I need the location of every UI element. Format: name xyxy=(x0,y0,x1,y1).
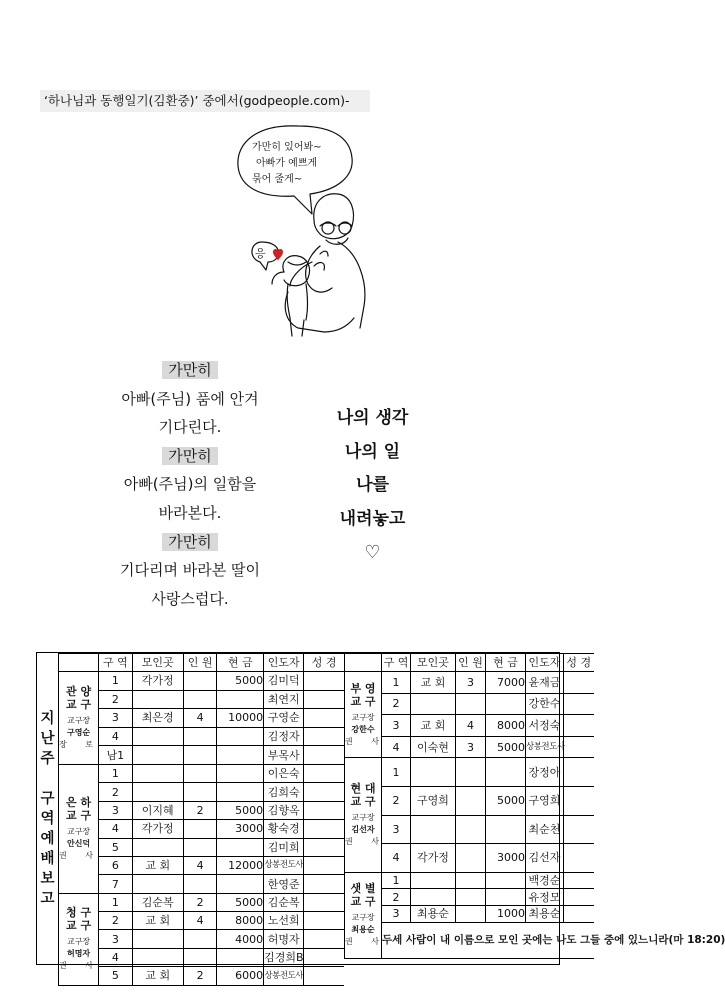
table-cell: 4 xyxy=(99,820,132,838)
thought-line: 나의 생각 xyxy=(336,408,409,428)
table-cell: 5 xyxy=(99,967,132,985)
table-cell: 구영희 xyxy=(411,786,456,815)
table-cell: 3000 xyxy=(217,820,264,838)
table-row xyxy=(59,783,345,801)
district-leader: 안신덕 xyxy=(66,838,91,848)
district-leader: 최용순 xyxy=(351,925,375,935)
district-title: 권 사 xyxy=(345,837,387,847)
table-cell xyxy=(217,948,264,966)
heart-icon: ♡ xyxy=(364,542,381,563)
table-cell: 허명자 xyxy=(264,930,304,948)
table-cell: 이숙현 xyxy=(411,736,456,758)
table-cell xyxy=(486,693,526,715)
district-label xyxy=(345,672,387,758)
table-cell xyxy=(304,801,344,819)
table-cell: 6000 xyxy=(217,967,264,985)
table-cell: 각가정 xyxy=(411,844,456,873)
table-row xyxy=(59,746,345,765)
table-cell xyxy=(411,889,456,906)
table-cell xyxy=(564,693,594,715)
table-cell xyxy=(456,844,486,873)
father-body xyxy=(306,242,365,328)
table-row xyxy=(59,709,345,728)
district-role: 교구장 xyxy=(351,712,375,722)
table-cell: 2 xyxy=(183,893,216,911)
table-cell xyxy=(304,764,344,782)
poem-line xyxy=(90,385,290,414)
district-name: 교 구 xyxy=(66,808,92,822)
table-cell xyxy=(411,693,456,715)
table-cell xyxy=(564,889,594,906)
table-cell: 2 xyxy=(183,801,216,819)
column-header: 인 원 xyxy=(183,654,216,672)
table-cell: 8000 xyxy=(486,715,526,737)
table-cell xyxy=(183,783,216,801)
table-cell: 4 xyxy=(99,948,132,966)
table-cell: 1 xyxy=(382,758,411,787)
table-cell xyxy=(217,727,264,746)
poem xyxy=(90,356,290,613)
table-cell xyxy=(304,690,344,709)
table-cell: 6 xyxy=(99,856,132,874)
column-header: 구 역 xyxy=(382,654,411,672)
header-row xyxy=(345,654,594,672)
table-cell xyxy=(486,872,526,889)
table-cell: 강한수 xyxy=(526,693,564,715)
bible-verse: 두세 사람이 내 이름으로 모인 곳에는 나도 그들 중에 있느니라(마 18:20) xyxy=(382,922,594,958)
table-cell xyxy=(304,875,344,893)
column-header: 현 금 xyxy=(486,654,526,672)
table-cell xyxy=(183,727,216,746)
district-leader: 구영순 xyxy=(66,727,91,737)
poem-line xyxy=(90,499,290,528)
table-cell: 교 회 xyxy=(411,715,456,737)
district-role: 교구장 xyxy=(351,813,375,823)
table-cell xyxy=(564,815,594,844)
table-cell: 5000 xyxy=(486,786,526,815)
table-cell: 4 xyxy=(183,709,216,728)
table-cell: 4 xyxy=(382,844,411,873)
district-label xyxy=(345,872,387,958)
column-header: 성 경 xyxy=(304,654,344,672)
table-cell xyxy=(304,912,344,930)
table-cell xyxy=(564,786,594,815)
district-title: 권 사 xyxy=(59,850,101,860)
column-header: 인도자 xyxy=(526,654,564,672)
table-cell: 2 xyxy=(382,693,411,715)
report-title-vertical xyxy=(37,653,59,964)
district-name: 교 구 xyxy=(66,919,92,933)
poem-line-text: 기다리며 바라본 딸이 xyxy=(120,561,260,580)
district-name: 교 구 xyxy=(66,697,92,711)
verse-row xyxy=(345,922,594,958)
column-header: 모인곳 xyxy=(132,654,183,672)
table-cell xyxy=(132,764,183,782)
table-row xyxy=(345,693,594,715)
table-cell xyxy=(304,856,344,874)
table-cell xyxy=(304,783,344,801)
table-cell xyxy=(132,746,183,765)
table-cell: 1 xyxy=(382,672,411,694)
table-cell xyxy=(132,948,183,966)
table-cell xyxy=(217,690,264,709)
table-cell: 2 xyxy=(382,786,411,815)
table-cell: 7 xyxy=(99,875,132,893)
table-row xyxy=(59,838,345,856)
table-cell xyxy=(132,838,183,856)
district-role: 교구장 xyxy=(66,715,91,725)
district-leader: 김선자 xyxy=(351,825,375,835)
poem-line xyxy=(90,470,290,499)
table-cell: 각가정 xyxy=(132,820,183,838)
report-title-char: 역 xyxy=(40,810,55,827)
poem-line-text: 아빠(주님) 품에 안겨 xyxy=(121,389,259,408)
table-row xyxy=(59,764,345,782)
poem-line-text: 기다린다. xyxy=(158,418,222,437)
table-cell: 최용순 xyxy=(411,905,456,922)
table-cell: 최은경 xyxy=(132,709,183,728)
table-row xyxy=(345,889,594,906)
table-cell: 백경순 xyxy=(526,872,564,889)
table-cell: 구영순 xyxy=(264,709,304,728)
table-cell: 5000 xyxy=(217,893,264,911)
report-title-char: 고 xyxy=(40,890,55,907)
report-title-char: 지 xyxy=(40,710,55,727)
table-row xyxy=(345,672,594,694)
report-title-char: 보 xyxy=(40,870,55,887)
table-cell xyxy=(564,715,594,737)
poem-line-text: 가만히 xyxy=(162,361,217,379)
table-cell xyxy=(304,948,344,966)
header-blank xyxy=(345,654,382,672)
district-label xyxy=(59,672,99,765)
table-cell xyxy=(304,746,344,765)
child-bubble-text: 응 xyxy=(255,247,266,260)
table-row xyxy=(345,872,594,889)
district-role: 교구장 xyxy=(66,937,91,947)
column-header: 구 역 xyxy=(99,654,132,672)
table-cell xyxy=(132,930,183,948)
district-name: 은 하 xyxy=(66,795,92,809)
district-title: 권 사 xyxy=(59,961,101,971)
table-row xyxy=(59,912,345,930)
table-cell: 3 xyxy=(456,736,486,758)
table-row xyxy=(59,820,345,838)
table-cell xyxy=(304,820,344,838)
district-leader: 허명자 xyxy=(66,949,91,959)
table-cell: 2 xyxy=(99,690,132,709)
report-title-char: 예 xyxy=(40,830,55,847)
report-title-char: 배 xyxy=(40,850,55,867)
table-cell: 부목사 xyxy=(264,746,304,765)
table-cell xyxy=(132,875,183,893)
table-cell: 한영준 xyxy=(264,875,304,893)
table-cell xyxy=(304,672,344,691)
table-row xyxy=(345,844,594,873)
poem-highlight-line xyxy=(90,442,290,471)
table-row xyxy=(59,948,345,966)
report-title-char: 구 xyxy=(40,790,55,807)
table-cell xyxy=(564,736,594,758)
district-name: 교 구 xyxy=(350,895,376,909)
table-cell: 김미희 xyxy=(264,838,304,856)
district-label xyxy=(59,764,99,893)
table-cell xyxy=(456,815,486,844)
table-cell xyxy=(217,783,264,801)
table-cell: 교 회 xyxy=(132,912,183,930)
table-cell xyxy=(411,758,456,787)
bubble-line-3: 묶어 줄게~ xyxy=(252,174,303,185)
table-cell: 김순복 xyxy=(132,893,183,911)
table-row xyxy=(59,930,345,948)
table-cell: 상봉전도사 xyxy=(264,856,304,874)
table-cell: 윤재금 xyxy=(526,672,564,694)
table-cell: 최연지 xyxy=(264,690,304,709)
table-row xyxy=(59,727,345,746)
table-cell: 5000 xyxy=(217,672,264,691)
district-name: 현 대 xyxy=(350,782,376,796)
table-cell xyxy=(564,905,594,922)
table-cell xyxy=(217,875,264,893)
table-cell xyxy=(564,872,594,889)
table-cell xyxy=(304,727,344,746)
district-name: 교 구 xyxy=(350,694,376,708)
district-name: 샛 별 xyxy=(350,882,376,896)
table-cell xyxy=(411,872,456,889)
poem-highlight-line xyxy=(90,356,290,385)
table-row xyxy=(345,786,594,815)
poem-highlight-line xyxy=(90,528,290,557)
table-cell: 최순천 xyxy=(526,815,564,844)
weekly-cell-worship-report xyxy=(36,652,725,983)
poem-line-text: 가만히 xyxy=(162,447,217,465)
table-cell xyxy=(183,746,216,765)
district-title: 권 사 xyxy=(345,736,387,746)
table-cell: 유정모 xyxy=(526,889,564,906)
report-title-char: 난 xyxy=(40,730,55,747)
poem-line-text: 가만히 xyxy=(162,533,217,551)
table-cell: 7000 xyxy=(486,672,526,694)
header-row xyxy=(59,654,345,672)
table-row xyxy=(59,801,345,819)
table-cell: 교 회 xyxy=(132,967,183,985)
thought-line: 나를 xyxy=(356,475,389,495)
table-cell: 김순복 xyxy=(264,893,304,911)
table-cell: 노선희 xyxy=(264,912,304,930)
table-cell: 최용순 xyxy=(526,905,564,922)
table-cell: 8000 xyxy=(217,912,264,930)
table-cell xyxy=(304,930,344,948)
column-header: 인 원 xyxy=(456,654,486,672)
table-cell: 각가정 xyxy=(132,672,183,691)
district-name: 청 구 xyxy=(66,906,92,920)
table-cell xyxy=(183,875,216,893)
table-cell: 4 xyxy=(183,912,216,930)
table-cell: 3 xyxy=(99,801,132,819)
table-row xyxy=(59,893,345,911)
speech-bubble xyxy=(238,126,352,214)
table-cell: 황숙경 xyxy=(264,820,304,838)
poem-line-text: 사랑스럽다. xyxy=(151,589,229,608)
table-cell xyxy=(132,690,183,709)
table-cell: 3 xyxy=(382,715,411,737)
table-cell: 4 xyxy=(183,856,216,874)
right-schedule-table xyxy=(344,653,725,959)
table-cell: 김미덕 xyxy=(264,672,304,691)
table-cell: 5000 xyxy=(486,736,526,758)
header-blank xyxy=(59,654,99,672)
table-cell xyxy=(183,764,216,782)
bubble-line-1: 가만히 있어봐~ xyxy=(252,142,322,153)
table-cell xyxy=(486,815,526,844)
table-cell xyxy=(564,672,594,694)
table-cell: 5 xyxy=(99,838,132,856)
table-row xyxy=(59,690,345,709)
report-title-char: 주 xyxy=(40,750,55,767)
district-name: 부 영 xyxy=(350,681,376,695)
column-header: 인도자 xyxy=(264,654,304,672)
table-cell: 김선자 xyxy=(526,844,564,873)
table-cell xyxy=(217,746,264,765)
source-caption: ‘하나님과 동행일기(김환중)’ 중에서(godpeople.com)- xyxy=(40,90,370,112)
table-cell xyxy=(217,764,264,782)
table-row xyxy=(59,856,345,874)
table-cell: 5000 xyxy=(217,801,264,819)
table-cell xyxy=(486,889,526,906)
father-daughter-illustration xyxy=(228,122,368,340)
table-cell xyxy=(183,690,216,709)
table-cell xyxy=(132,727,183,746)
district-name: 관 양 xyxy=(66,684,92,698)
poem-line xyxy=(90,413,290,442)
poem-line-text: 바라본다. xyxy=(158,503,222,522)
table-cell: 4 xyxy=(99,727,132,746)
table-row xyxy=(59,875,345,893)
district-leader: 강한수 xyxy=(351,724,375,734)
father-head xyxy=(314,194,354,239)
table-cell: 교 회 xyxy=(411,672,456,694)
table-cell xyxy=(183,948,216,966)
table-cell xyxy=(183,838,216,856)
table-cell: 김향옥 xyxy=(264,801,304,819)
table-cell: 상봉전도사 xyxy=(526,736,564,758)
table-cell: 2 xyxy=(382,889,411,906)
table-cell: 교 회 xyxy=(132,856,183,874)
table-cell: 3000 xyxy=(486,844,526,873)
table-cell: 3 xyxy=(456,672,486,694)
table-cell: 김경희B xyxy=(264,948,304,966)
table-cell: 10000 xyxy=(217,709,264,728)
table-cell: 1 xyxy=(99,893,132,911)
table-cell xyxy=(183,672,216,691)
table-cell: 장정아 xyxy=(526,758,564,787)
table-cell: 4000 xyxy=(217,930,264,948)
table-cell xyxy=(304,838,344,856)
district-title: 장 로 xyxy=(59,739,101,749)
thought-line: 내려놓고 xyxy=(339,508,406,529)
table-cell: 김정자 xyxy=(264,727,304,746)
table-cell xyxy=(486,758,526,787)
table-cell: 이은숙 xyxy=(264,764,304,782)
table-cell xyxy=(564,758,594,787)
table-row xyxy=(345,905,594,922)
table-cell: 1 xyxy=(382,872,411,889)
table-cell: 3 xyxy=(382,905,411,922)
table-cell: 1000 xyxy=(486,905,526,922)
table-cell xyxy=(304,709,344,728)
table-cell: 12000 xyxy=(217,856,264,874)
my-thought-block xyxy=(315,402,430,570)
column-header: 성 경 xyxy=(564,654,594,672)
table-cell: 상봉전도사 xyxy=(264,967,304,985)
table-cell xyxy=(456,872,486,889)
table-row xyxy=(345,758,594,787)
table-cell xyxy=(217,838,264,856)
table-cell: 남1 xyxy=(99,746,132,765)
table-cell: 4 xyxy=(382,736,411,758)
district-title: 권 사 xyxy=(345,937,387,947)
table-cell: 4 xyxy=(456,715,486,737)
table-cell: 1 xyxy=(99,764,132,782)
table-cell xyxy=(304,967,344,985)
table-cell: 3 xyxy=(382,815,411,844)
table-cell: 2 xyxy=(183,967,216,985)
table-cell: 서정숙 xyxy=(526,715,564,737)
table-cell: 2 xyxy=(99,912,132,930)
district-label xyxy=(345,758,387,872)
table-cell: 3 xyxy=(99,709,132,728)
table-cell xyxy=(183,930,216,948)
table-cell: 1 xyxy=(99,672,132,691)
column-header: 모인곳 xyxy=(411,654,456,672)
district-role: 교구장 xyxy=(66,826,91,836)
table-cell xyxy=(456,786,486,815)
table-cell xyxy=(183,820,216,838)
table-cell xyxy=(132,783,183,801)
table-cell: 3 xyxy=(99,930,132,948)
district-label xyxy=(59,893,99,985)
table-cell xyxy=(411,815,456,844)
table-cell xyxy=(456,905,486,922)
poem-line xyxy=(90,585,290,614)
bubble-line-2: 아빠가 예쁘게 xyxy=(256,158,318,169)
table-row xyxy=(59,967,345,985)
table-cell xyxy=(456,693,486,715)
table-cell: 2 xyxy=(99,783,132,801)
district-name: 교 구 xyxy=(350,795,376,809)
table-cell xyxy=(564,844,594,873)
district-role: 교구장 xyxy=(351,913,375,923)
table-cell xyxy=(304,893,344,911)
poem-line xyxy=(90,556,290,585)
table-cell: 구영희 xyxy=(526,786,564,815)
left-schedule-table xyxy=(58,653,344,986)
column-header: 현 금 xyxy=(217,654,264,672)
table-cell: 이지혜 xyxy=(132,801,183,819)
thought-line: 나의 일 xyxy=(344,441,401,462)
poem-line-text: 아빠(주님)의 일함을 xyxy=(123,475,257,494)
table-cell xyxy=(456,758,486,787)
table-cell xyxy=(456,889,486,906)
table-cell: 김희숙 xyxy=(264,783,304,801)
table-row xyxy=(59,672,345,691)
table-row xyxy=(345,715,594,737)
